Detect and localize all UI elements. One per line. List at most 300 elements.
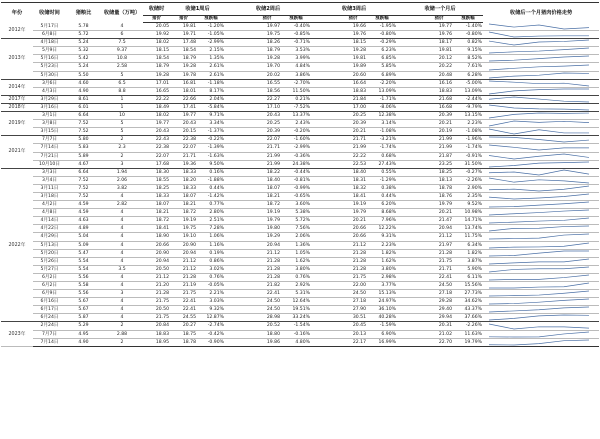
trend-sparkline-cell [483,103,599,111]
spacer-cell [311,112,339,120]
price-cell: 21.28 [425,249,453,257]
trend-sparkline [483,314,595,321]
date-cell: 5月30日 [33,71,66,79]
change-cell: -1.39% [197,144,225,152]
header-date: 收储时间 [33,3,66,23]
price-cell: 20.45 [339,322,367,330]
change-cell: 7.96% [367,217,397,225]
price-cell: 21.71 [253,144,281,152]
price-cell: 19.19 [339,201,367,209]
change-cell: -1.96% [453,136,483,144]
header-week3: 收储3周后 [311,3,397,16]
table-header [1,3,599,23]
ratio-cell: 7.52 [66,192,101,200]
spacer-cell [225,225,253,233]
date-cell: 7月21日 [33,152,66,160]
price-cell: 24.50 [253,306,281,314]
price-cell: 18.40 [339,168,367,176]
price-cell: 18.25 [425,168,453,176]
change-cell: -1.59% [367,322,397,330]
price-cell: 20.05 [143,23,170,31]
price-cell: 19.89 [339,63,367,71]
trend-sparkline-cell [483,136,599,144]
volume-cell: 9.37 [101,47,143,55]
change-cell: -5.84% [197,103,225,111]
price-cell: 20.19 [425,128,453,136]
table-row [1,152,599,160]
header-month1: 收储一个月后 [397,3,483,16]
trend-sparkline [483,331,595,338]
table-row [1,241,599,249]
price-cell: 17.00 [339,103,367,111]
trend-sparkline [483,185,595,192]
table-row [1,136,599,144]
price-cell: 20.66 [339,233,367,241]
trend-sparkline-cell [483,23,599,31]
trend-sparkline-cell [483,201,599,209]
price-cell: 20.50 [143,306,170,314]
change-cell: 6.11% [453,273,483,281]
price-cell: 18.30 [143,168,170,176]
price-cell: 18.40 [253,176,281,184]
date-cell: 5月17日 [33,23,66,31]
date-cell: 5月27日 [33,265,66,273]
price-cell: 18.33 [143,192,170,200]
spacer-cell [397,257,425,265]
date-cell: 4月3日 [33,87,66,95]
change-cell: 2.92% [281,282,311,290]
change-cell: 4.84% [281,63,311,71]
spacer-cell [397,103,425,111]
price-cell: 18.07 [143,201,170,209]
header-price-at: 收储时 [143,3,170,16]
spacer-cell [225,112,253,120]
change-cell: 3.99% [281,55,311,63]
price-cell: 21.75 [425,257,453,265]
price-cell: 18.72 [170,209,197,217]
volume-cell: 10.8 [101,55,143,63]
table-row [1,168,599,176]
spacer-cell [311,201,339,209]
sub-change: 涨跌幅 [281,16,311,23]
volume-cell: 3.82 [101,184,143,192]
price-cell: 18.33 [170,184,197,192]
year-cell: 2013年 [1,39,33,79]
spacer-cell [225,23,253,31]
change-cell: -0.05% [197,282,225,290]
spacer-cell [311,103,339,111]
trend-line [489,178,589,183]
change-cell: 12.87% [197,314,225,322]
change-cell: 8.52% [453,55,483,63]
price-cell: 29.28 [425,298,453,306]
price-cell: 18.22 [253,168,281,176]
date-cell: 3月15日 [33,128,66,136]
spacer-cell [311,31,339,39]
volume-cell: 8.8 [101,87,143,95]
price-cell: 19.75 [253,31,281,39]
price-cell: 20.66 [143,241,170,249]
ratio-cell: 5.47 [66,249,101,257]
trend-sparkline [483,282,595,289]
trend-sparkline [483,104,595,111]
sub-price: 猪价 [253,16,281,23]
change-cell: 3.87% [453,257,483,265]
change-cell: -3.21% [367,136,397,144]
price-cell: 18.26 [253,39,281,47]
ratio-cell: 6.01 [66,103,101,111]
price-cell: 22.41 [425,273,453,281]
ratio-cell: 5.32 [66,47,101,55]
spacer-cell [397,160,425,168]
year-cell: 2017年 [1,95,33,103]
change-cell: 0.76% [197,273,225,281]
spacer-cell [397,249,425,257]
spacer-cell [397,273,425,281]
volume-cell: 2 [101,322,143,330]
change-cell: -2.26% [453,176,483,184]
price-cell: 21.99 [339,144,367,152]
change-cell: 6.85% [367,55,397,63]
price-cell: 20.25 [253,120,281,128]
spacer-cell [397,322,425,330]
change-cell: 34.62% [453,298,483,306]
spacer-cell [311,257,339,265]
ratio-cell: 5.42 [66,55,101,63]
change-cell: 1.62% [367,257,397,265]
trend-sparkline-cell [483,176,599,184]
price-cell: 20.21 [425,120,453,128]
trend-line [489,226,589,231]
change-cell: 9.32% [197,306,225,314]
date-cell: 6月2日 [33,273,66,281]
table-row [1,233,599,241]
ratio-cell: 6.64 [66,168,101,176]
price-cell: 21.99 [425,136,453,144]
table-row [1,209,599,217]
volume-cell: 4 [101,249,143,257]
change-cell: 27.73% [453,290,483,298]
change-cell: 0.21% [281,95,311,103]
price-cell: 21.28 [339,249,367,257]
change-cell: -0.44% [281,168,311,176]
ratio-cell: 7.52 [66,120,101,128]
spacer-cell [397,136,425,144]
price-cell: 20.43 [143,128,170,136]
price-cell: 18.54 [170,47,197,55]
change-cell: 11.63% [453,330,483,338]
trend-sparkline [483,88,595,95]
change-cell: -1.40% [453,23,483,31]
trend-sparkline [483,169,595,176]
spacer-cell [397,71,425,79]
change-cell: 1.36% [281,241,311,249]
table-row [1,160,599,168]
table-row [1,249,599,257]
trend-sparkline-cell [483,249,599,257]
price-cell: 21.75 [339,273,367,281]
spacer-cell [397,192,425,200]
change-cell: 12.64% [281,298,311,306]
trend-line [489,137,589,142]
change-cell: 43.37% [453,306,483,314]
price-cell: 16.16 [425,79,453,87]
trend-sparkline-cell [483,265,599,273]
trend-line [489,283,589,288]
spacer-cell [225,241,253,249]
price-cell: 21.02 [425,330,453,338]
price-cell: 19.78 [170,71,197,79]
change-cell: 6.90% [367,330,397,338]
date-cell: 6月9日 [33,290,66,298]
spacer-cell [397,87,425,95]
spacer-cell [311,217,339,225]
spacer-cell [225,87,253,95]
spacer-cell [397,209,425,217]
change-cell: -5.00% [453,79,483,87]
spacer-cell [397,314,425,322]
spacer-cell [397,79,425,87]
spacer-cell [311,128,339,136]
table-row [1,103,599,111]
trend-sparkline-cell [483,95,599,103]
change-cell: -0.85% [281,31,311,39]
price-cell: 18.55 [143,176,170,184]
volume-cell: 1 [101,103,143,111]
price-cell: 18.31 [339,176,367,184]
volume-cell: 4 [101,298,143,306]
volume-cell: 4 [101,233,143,241]
change-cell: 2.15% [197,47,225,55]
price-cell: 20.39 [253,128,281,136]
change-cell: 9.31% [367,233,397,241]
change-cell: -1.08% [367,128,397,136]
price-cell: 20.13 [339,330,367,338]
trend-sparkline-cell [483,87,599,95]
volume-cell: 4 [101,192,143,200]
date-cell: 4月29日 [33,233,66,241]
spacer-cell [225,31,253,39]
spacer-cell [397,31,425,39]
change-cell: 37.66% [453,314,483,322]
trend-line [489,170,589,175]
price-cell: 20.12 [425,55,453,63]
price-cell: 16.68 [425,103,453,111]
price-cell: 22.38 [143,144,170,152]
change-cell: -0.42% [197,330,225,338]
change-cell: 0.16% [197,168,225,176]
change-cell: 13.74% [453,225,483,233]
ratio-cell: 5.54 [66,257,101,265]
change-cell: -0.80% [367,31,397,39]
trend-sparkline-cell [483,306,599,314]
change-cell: 11.50% [281,87,311,95]
change-cell: 2.35% [453,192,483,200]
volume-cell: 5 [101,71,143,79]
table-row [1,144,599,152]
volume-cell: 2.58 [101,63,143,71]
trend-line [489,32,589,37]
trend-sparkline [483,250,595,257]
change-cell: 2.61% [197,71,225,79]
price-cell: 20.84 [143,322,170,330]
spacer-cell [397,63,425,71]
table-row [1,298,599,306]
date-cell: 5月26日 [33,257,66,265]
price-cell: 20.21 [339,128,367,136]
date-cell: 5月20日 [33,249,66,257]
change-cell: -0.27% [453,168,483,176]
trend-sparkline [483,193,595,200]
trend-sparkline [483,39,595,46]
spacer-cell [225,273,253,281]
price-cell: 21.12 [253,249,281,257]
change-cell: 0.77% [197,201,225,209]
change-cell: 1.82% [453,249,483,257]
price-cell: 21.99 [425,144,453,152]
date-cell: 7月7日 [33,330,66,338]
change-cell: 0.38% [367,184,397,192]
price-cell: 19.97 [253,23,281,31]
price-cell: 20.31 [425,322,453,330]
change-cell: 3.02% [197,265,225,273]
trend-sparkline-cell [483,314,599,322]
price-cell: 20.21 [339,217,367,225]
spacer-cell [311,87,339,95]
price-cell: 20.94 [253,241,281,249]
spacer-cell [397,128,425,136]
trend-sparkline [483,153,595,160]
volume-cell: 7.5 [101,39,143,47]
change-cell: 10.98% [453,209,483,217]
ratio-cell: 5.89 [66,152,101,160]
price-cell: 18.83 [425,87,453,95]
price-cell: 19.28 [253,55,281,63]
change-cell: 0.86% [197,257,225,265]
price-cell: 16.65 [143,87,170,95]
ratio-cell: 5.54 [66,265,101,273]
date-cell: 3月3日 [33,168,66,176]
spacer-cell [225,217,253,225]
price-cell: 17.01 [143,79,170,87]
spacer-cell [225,160,253,168]
change-cell: -0.81% [281,176,311,184]
change-cell: 9.52% [453,201,483,209]
trend-sparkline [483,209,595,216]
change-cell: 1.82% [367,249,397,257]
trend-sparkline-cell [483,233,599,241]
table-row [1,257,599,265]
price-cell: 21.12 [425,233,453,241]
change-cell: -0.29% [367,39,397,47]
price-cell: 18.33 [170,168,197,176]
spacer-cell [225,95,253,103]
price-cell: 21.87 [425,152,453,160]
change-cell: 0.55% [367,168,397,176]
trend-line [489,218,589,223]
volume-cell: 2.06 [101,176,143,184]
spacer-cell [225,39,253,47]
trend-sparkline [483,80,595,87]
trend-sparkline-cell [483,241,599,249]
change-cell: 9.15% [453,47,483,55]
spacer-cell [225,120,253,128]
trend-sparkline-cell [483,152,599,160]
ratio-cell: 5.80 [66,136,101,144]
change-cell: -2.26% [453,322,483,330]
price-cell: 19.86 [253,338,281,346]
trend-line [489,194,589,199]
spacer-cell [225,128,253,136]
change-cell: 0.44% [367,192,397,200]
price-cell: 18.78 [170,338,197,346]
change-cell: 2.06% [281,233,311,241]
spacer-cell [311,225,339,233]
price-cell: 18.20 [170,176,197,184]
trend-sparkline-cell [483,79,599,87]
table-row [1,338,599,346]
change-cell: 33.24% [281,314,311,322]
change-cell: 2.61% [197,63,225,71]
spacer-cell [225,201,253,209]
change-cell: -0.71% [281,39,311,47]
trend-sparkline-cell [483,39,599,47]
trend-sparkline [483,72,595,79]
spacer-cell [225,103,253,111]
spacer-cell [225,184,253,192]
price-cell: 18.17 [425,39,453,47]
trend-sparkline-cell [483,322,599,330]
price-cell: 18.21 [170,201,197,209]
change-cell: 11.75% [453,233,483,241]
price-cell: 18.49 [143,103,170,111]
spacer-cell [311,79,339,87]
table-row [1,314,599,322]
price-cell: 18.72 [143,217,170,225]
spacer-cell [225,176,253,184]
spacer-cell [225,265,253,273]
trend-sparkline [483,242,595,249]
date-cell: 6月24日 [33,314,66,322]
price-cell: 22.70 [425,338,453,346]
change-cell: -7.52% [281,103,311,111]
price-cell: 20.90 [170,241,197,249]
price-cell: 22.66 [170,95,197,103]
change-cell: 5.72% [281,217,311,225]
table-row [1,273,599,281]
price-cell: 18.07 [170,192,197,200]
ratio-cell: 7.52 [66,184,101,192]
trend-line [489,299,589,304]
price-cell: 22.41 [253,290,281,298]
trend-sparkline [483,55,595,62]
date-cell: 4月22日 [33,225,66,233]
price-cell: 22.27 [253,95,281,103]
price-cell: 22.38 [170,136,197,144]
price-cell: 21.28 [339,257,367,265]
price-cell: 20.43 [253,112,281,120]
price-cell: 20.22 [425,63,453,71]
change-cell: -2.99% [281,144,311,152]
change-cell: -9.79% [453,103,483,111]
trend-sparkline-cell [483,144,599,152]
price-cell: 30.51 [339,314,367,322]
price-cell: 21.71 [170,152,197,160]
trend-sparkline-cell [483,120,599,128]
spacer-cell [225,322,253,330]
table-row [1,306,599,314]
price-cell: 21.75 [143,314,170,322]
